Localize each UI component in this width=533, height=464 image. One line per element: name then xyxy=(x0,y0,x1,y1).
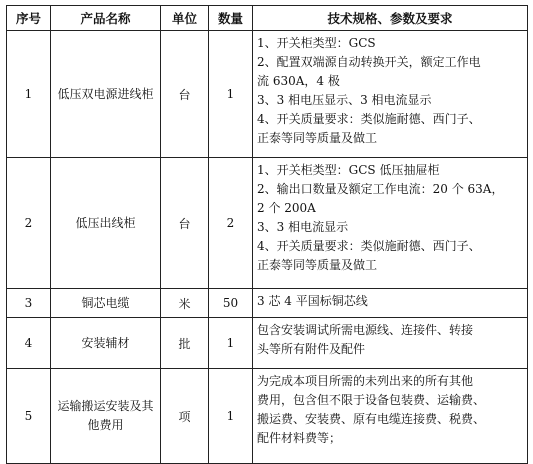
cell-quantity: 50 xyxy=(209,289,253,318)
cell-quantity: 1 xyxy=(209,31,253,158)
cell-product-name xyxy=(51,158,161,289)
spec-line: 1、开关柜类型：GCS 低压抽屉柜 xyxy=(257,163,440,177)
spec-line: 4、开关质量要求：类似施耐德、西门子、 xyxy=(257,239,481,253)
procurement-table-container xyxy=(6,5,528,464)
spec-line: 3、3 相电流显示 xyxy=(257,220,349,234)
spec-line: 2、输出口数量及额定工作电流：20 个 63A， xyxy=(257,182,504,196)
table-row xyxy=(7,31,528,158)
spec-line: 流 630A，4 极 xyxy=(257,74,340,88)
spec-line: 配件材料费等； xyxy=(257,431,342,445)
cell-product-name xyxy=(51,369,161,464)
table-header-row xyxy=(7,6,528,31)
cell-specifications xyxy=(253,318,528,369)
table-row xyxy=(7,318,528,369)
cell-product-name xyxy=(51,289,161,318)
header-serial-number: 序号 xyxy=(7,6,51,31)
cell-serial-number: 2 xyxy=(7,158,51,289)
cell-unit: 台 xyxy=(161,158,209,289)
spec-line: 搬运费、安装费、原有电缆连接费、税费、 xyxy=(257,412,486,426)
cell-serial-number: 4 xyxy=(7,318,51,369)
header-quantity: 数量 xyxy=(209,6,253,31)
cell-serial-number: 3 xyxy=(7,289,51,318)
spec-line: 1、开关柜类型：GCS xyxy=(257,36,376,50)
spec-line: 正泰等同等质量及做工 xyxy=(257,131,378,145)
spec-line: 4、开关质量要求：类似施耐德、西门子、 xyxy=(257,112,481,126)
spec-line: 为完成本项目所需的未列出来的所有其他 xyxy=(257,374,474,388)
spec-line: 2 个 200A xyxy=(257,201,316,215)
product-name-text: 铜芯电缆 xyxy=(81,295,130,310)
spec-line: 2、配置双端源自动转换开关，额定工作电 xyxy=(257,55,481,69)
table-row xyxy=(7,158,528,289)
cell-quantity: 2 xyxy=(209,158,253,289)
cell-unit: 批 xyxy=(161,318,209,369)
cell-unit: 米 xyxy=(161,289,209,318)
spec-line: 费用，包含但不限于设备包装费、运输费、 xyxy=(257,393,486,407)
product-name-text: 低压双电源进线柜 xyxy=(57,86,154,101)
cell-specifications xyxy=(253,158,528,289)
cell-unit: 台 xyxy=(161,31,209,158)
spec-line: 包含安装调试所需电源线、连接件、转接 xyxy=(257,323,474,337)
cell-specifications xyxy=(253,369,528,464)
header-specifications: 技术规格、参数及要求 xyxy=(253,6,528,31)
spec-line: 3 芯 4 平国标铜芯线 xyxy=(257,294,368,308)
spec-line: 正泰等同等质量及做工 xyxy=(257,258,378,272)
header-unit: 单位 xyxy=(161,6,209,31)
cell-quantity: 1 xyxy=(209,369,253,464)
cell-product-name xyxy=(51,318,161,369)
cell-specifications xyxy=(253,31,528,158)
procurement-table xyxy=(6,5,528,464)
header-product-name: 产品名称 xyxy=(51,6,161,31)
cell-specifications xyxy=(253,289,528,318)
table-row xyxy=(7,369,528,464)
spec-line: 3、3 相电压显示、3 相电流显示 xyxy=(257,93,432,107)
spec-line: 头等所有附件及配件 xyxy=(257,342,366,356)
product-name-text: 安装辅材 xyxy=(81,335,130,350)
cell-serial-number: 1 xyxy=(7,31,51,158)
cell-unit: 项 xyxy=(161,369,209,464)
table-row xyxy=(7,289,528,318)
cell-product-name xyxy=(51,31,161,158)
product-name-text: 运输搬运安装及其他费用 xyxy=(57,399,154,432)
cell-serial-number: 5 xyxy=(7,369,51,464)
product-name-text: 低压出线柜 xyxy=(75,215,136,230)
cell-quantity: 1 xyxy=(209,318,253,369)
